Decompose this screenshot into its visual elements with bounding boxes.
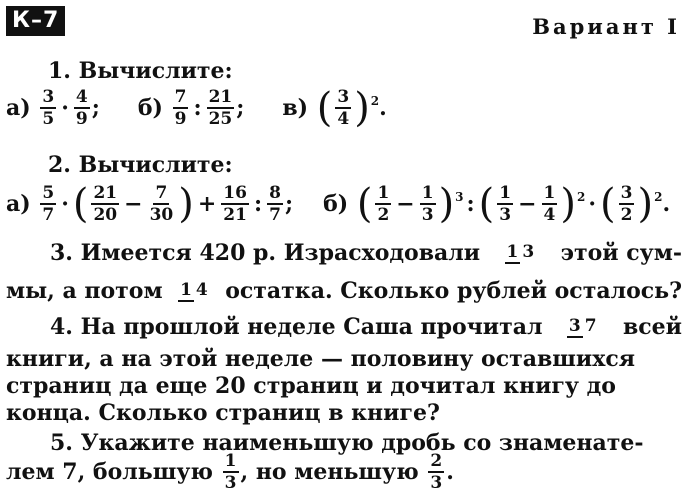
task1-a-label: а) <box>6 95 31 121</box>
task1-title: 1. Вычислите: <box>48 58 233 84</box>
worksheet-badge: К–7 <box>6 6 65 36</box>
fraction: $\frac{3}{2}$ <box>620 183 633 225</box>
fraction: $\frac{16}{21}$ <box>223 183 247 225</box>
task4-line2: книги, а на этой неделе — половину оставшихся <box>6 346 635 372</box>
fraction: $\frac{3}{4}$ <box>337 87 350 129</box>
fraction: $\frac{21}{20}$ <box>93 183 118 225</box>
fraction: $\frac{21}{25}$ <box>208 87 233 129</box>
task1-b-label: б) <box>137 95 163 121</box>
fraction: $\frac{7}{9}$ <box>174 87 187 129</box>
fraction: $\frac{3}{5}$ <box>42 87 55 129</box>
semicolon: ; <box>236 95 245 121</box>
fraction: 1 3 <box>506 242 535 262</box>
fraction: $\frac{7}{30}$ <box>149 183 174 225</box>
task1-expressions: а) $\frac{3}{5}$ · $\frac{4}{9}$ ; б) $\frac{7}{9}$ : $\frac{21}{25}$ ; в) ( $\frac{3}{4}$ ) 2 . <box>6 85 387 131</box>
exponent: 2 <box>577 190 586 204</box>
fraction: $\frac{1}{4}$ <box>543 183 556 225</box>
task5-line2: лем 7, большую $\frac{1}{3}$ , но меньшую $\frac{2}{3}$ . <box>6 451 454 493</box>
task4-line1: 4. На прошлой неделе Саша прочитал 3 7 всей <box>50 314 682 340</box>
task4-line4: конца. Сколько страниц в книге? <box>6 400 440 426</box>
fraction: $\frac{4}{9}$ <box>75 87 88 129</box>
task2-title: 2. Вычислите: <box>48 152 233 178</box>
task2-a-label: а) <box>6 191 31 217</box>
task4-line3: страниц да еще 20 страниц и дочитал книгу до <box>6 373 616 399</box>
exponent: 3 <box>455 190 464 204</box>
fraction: 1 4 <box>180 280 208 300</box>
fraction: $\frac{8}{7}$ <box>269 183 281 225</box>
fraction: $\frac{1}{3}$ <box>499 183 512 225</box>
exponent: 2 <box>654 190 663 204</box>
fraction: $\frac{5}{7}$ <box>42 183 55 225</box>
fraction: $\frac{2}{3}$ <box>430 451 443 493</box>
task3-line1: 3. Имеется 420 р. Израсходовали 1 3 этой сум- <box>50 240 682 266</box>
variant-label: Вариант I <box>532 14 680 39</box>
task1-c-label: в) <box>282 95 309 121</box>
task2-expressions: а) $\frac{5}{7}$ · ( $\frac{21}{20}$ − $\frac{7}{30}$ ) + $\frac{16}{21}$ : $\frac{8}{7}$ ; б) ( $\frac{1}{2}$ − $\frac{1}{3}$ ) 3 : ( $\frac{1}{3}$ − $\frac{1}{4}$ ) 2 · ( $\frac{3}{2}$ ) 2 . <box>6 181 671 227</box>
colon-operator: : <box>193 95 202 121</box>
task5-line1: 5. Укажите наименьшую дробь со знаменате- <box>50 430 644 456</box>
dot-operator: · <box>61 95 69 121</box>
semicolon: ; <box>91 95 100 121</box>
fraction: $\frac{1}{3}$ <box>421 183 434 225</box>
fraction: $\frac{1}{2}$ <box>377 183 390 225</box>
task3-line2: мы, а потом 1 4 остатка. Сколько рублей осталось? <box>6 278 682 304</box>
fraction: $\frac{1}{3}$ <box>224 451 237 493</box>
fraction: 3 7 <box>568 316 597 336</box>
task2-b-label: б) <box>323 191 349 217</box>
exponent: 2 <box>370 94 380 108</box>
